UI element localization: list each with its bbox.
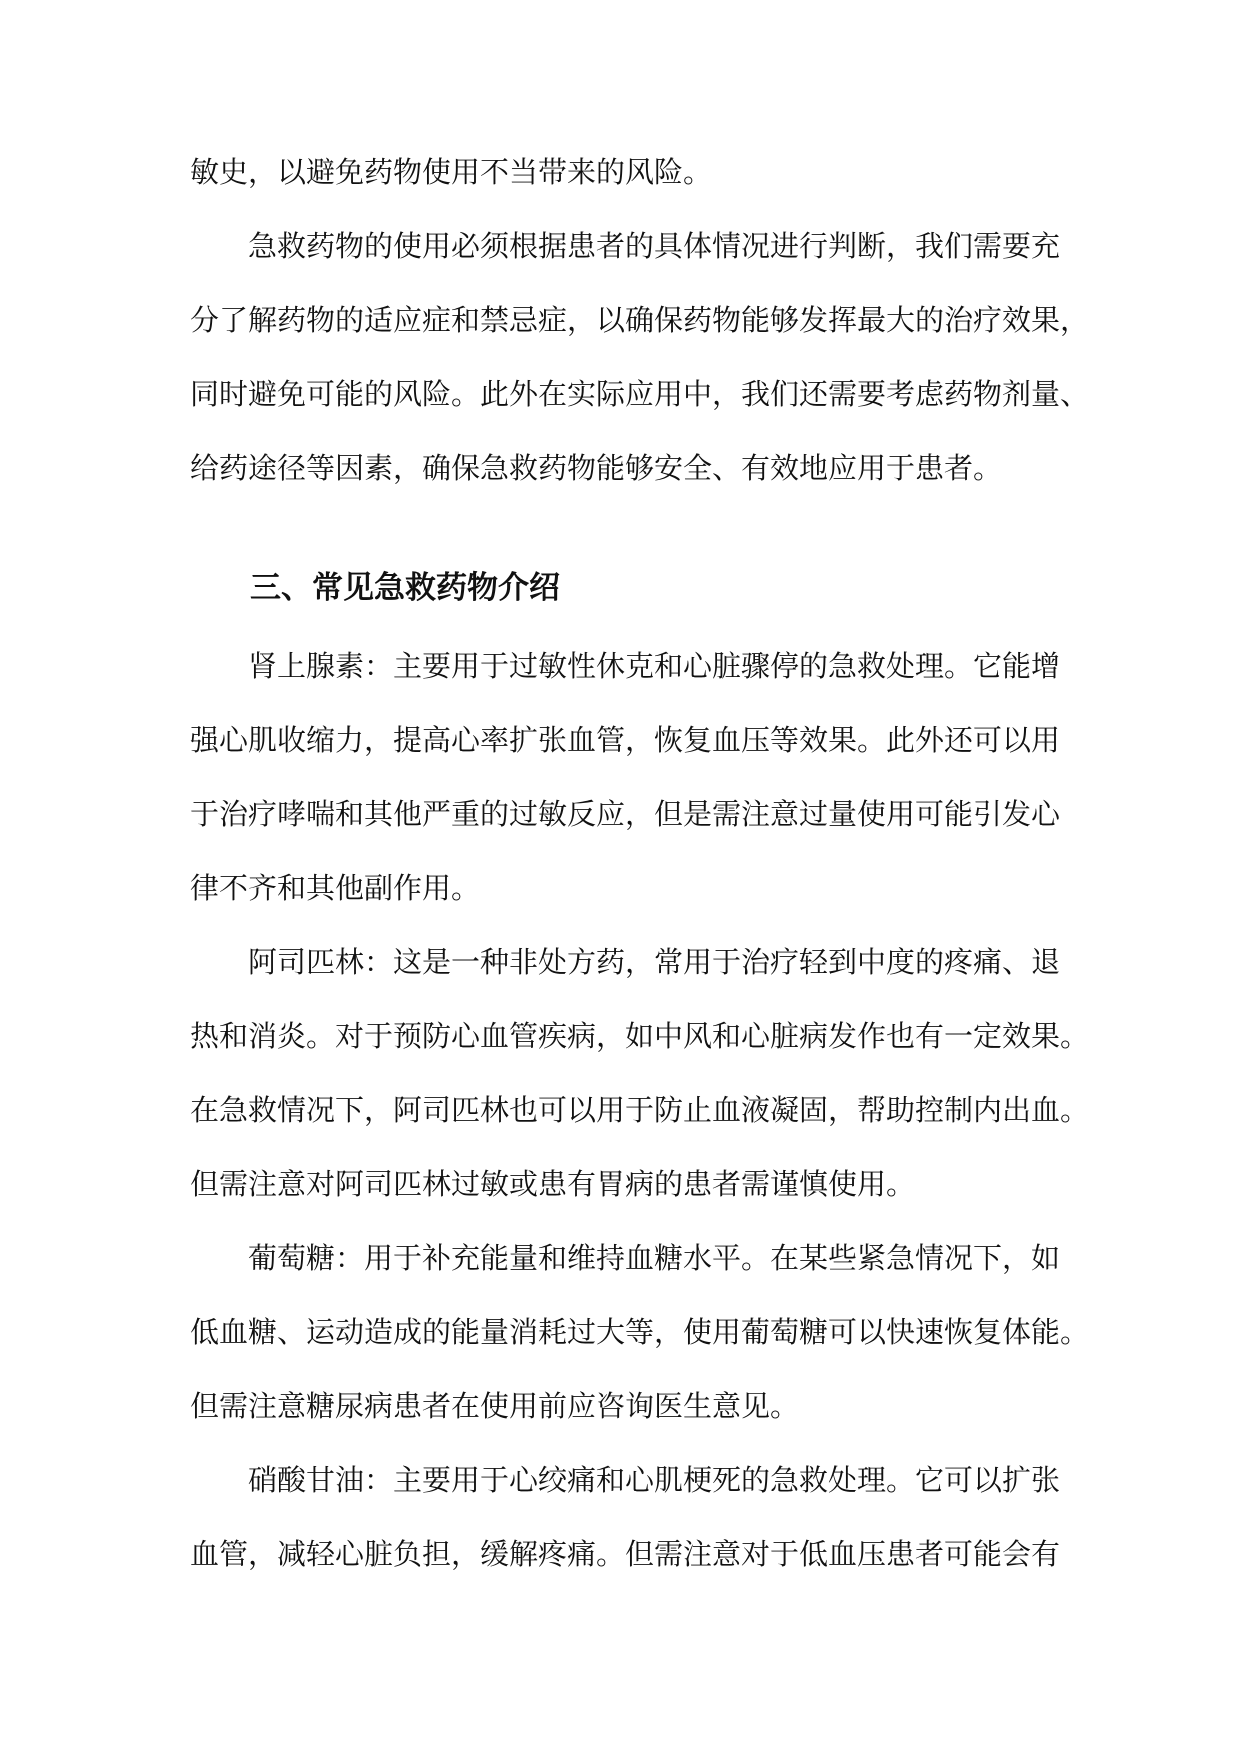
text-line: 热和消炎。对于预防心血管疾病，如中风和心脏病发作也有一定效果。 xyxy=(190,1019,1090,1053)
text-line: 在急救情况下，阿司匹林也可以用于防止血液凝固，帮助控制内出血。 xyxy=(190,1093,1090,1127)
text-line: 低血糖、运动造成的能量消耗过大等，使用葡萄糖可以快速恢复体能。 xyxy=(190,1315,1090,1349)
text-line: 血管，减轻心脏负担，缓解疼痛。但需注意对于低血压患者可能会有 xyxy=(190,1537,1061,1571)
text-line: 律不齐和其他副作用。 xyxy=(190,871,481,905)
text-line: 急救药物的使用必须根据患者的具体情况进行判断，我们需要充 xyxy=(248,229,1061,263)
text-line: 敏史，以避免药物使用不当带来的风险。 xyxy=(190,155,713,189)
text-line: 给药途径等因素，确保急救药物能够安全、有效地应用于患者。 xyxy=(190,451,1003,485)
text-line: 同时避免可能的风险。此外在实际应用中，我们还需要考虑药物剂量、 xyxy=(190,377,1090,411)
text-line: 于治疗哮喘和其他严重的过敏反应，但是需注意过量使用可能引发心 xyxy=(190,797,1061,831)
text-line: 强心肌收缩力，提高心率扩张血管，恢复血压等效果。此外还可以用 xyxy=(190,723,1061,757)
section-heading: 三、常见急救药物介绍 xyxy=(250,570,560,606)
text-line: 硝酸甘油：主要用于心绞痛和心肌梗死的急救处理。它可以扩张 xyxy=(248,1463,1061,1497)
text-line: 分了解药物的适应症和禁忌症，以确保药物能够发挥最大的治疗效果， xyxy=(190,303,1090,337)
text-line: 但需注意对阿司匹林过敏或患有胃病的患者需谨慎使用。 xyxy=(190,1167,916,1201)
text-line: 葡萄糖：用于补充能量和维持血糖水平。在某些紧急情况下，如 xyxy=(248,1241,1061,1275)
text-line: 但需注意糖尿病患者在使用前应咨询医生意见。 xyxy=(190,1389,800,1423)
text-line: 肾上腺素：主要用于过敏性休克和心脏骤停的急救处理。它能增 xyxy=(248,649,1061,683)
text-line: 阿司匹林：这是一种非处方药，常用于治疗轻到中度的疼痛、退 xyxy=(248,945,1061,979)
